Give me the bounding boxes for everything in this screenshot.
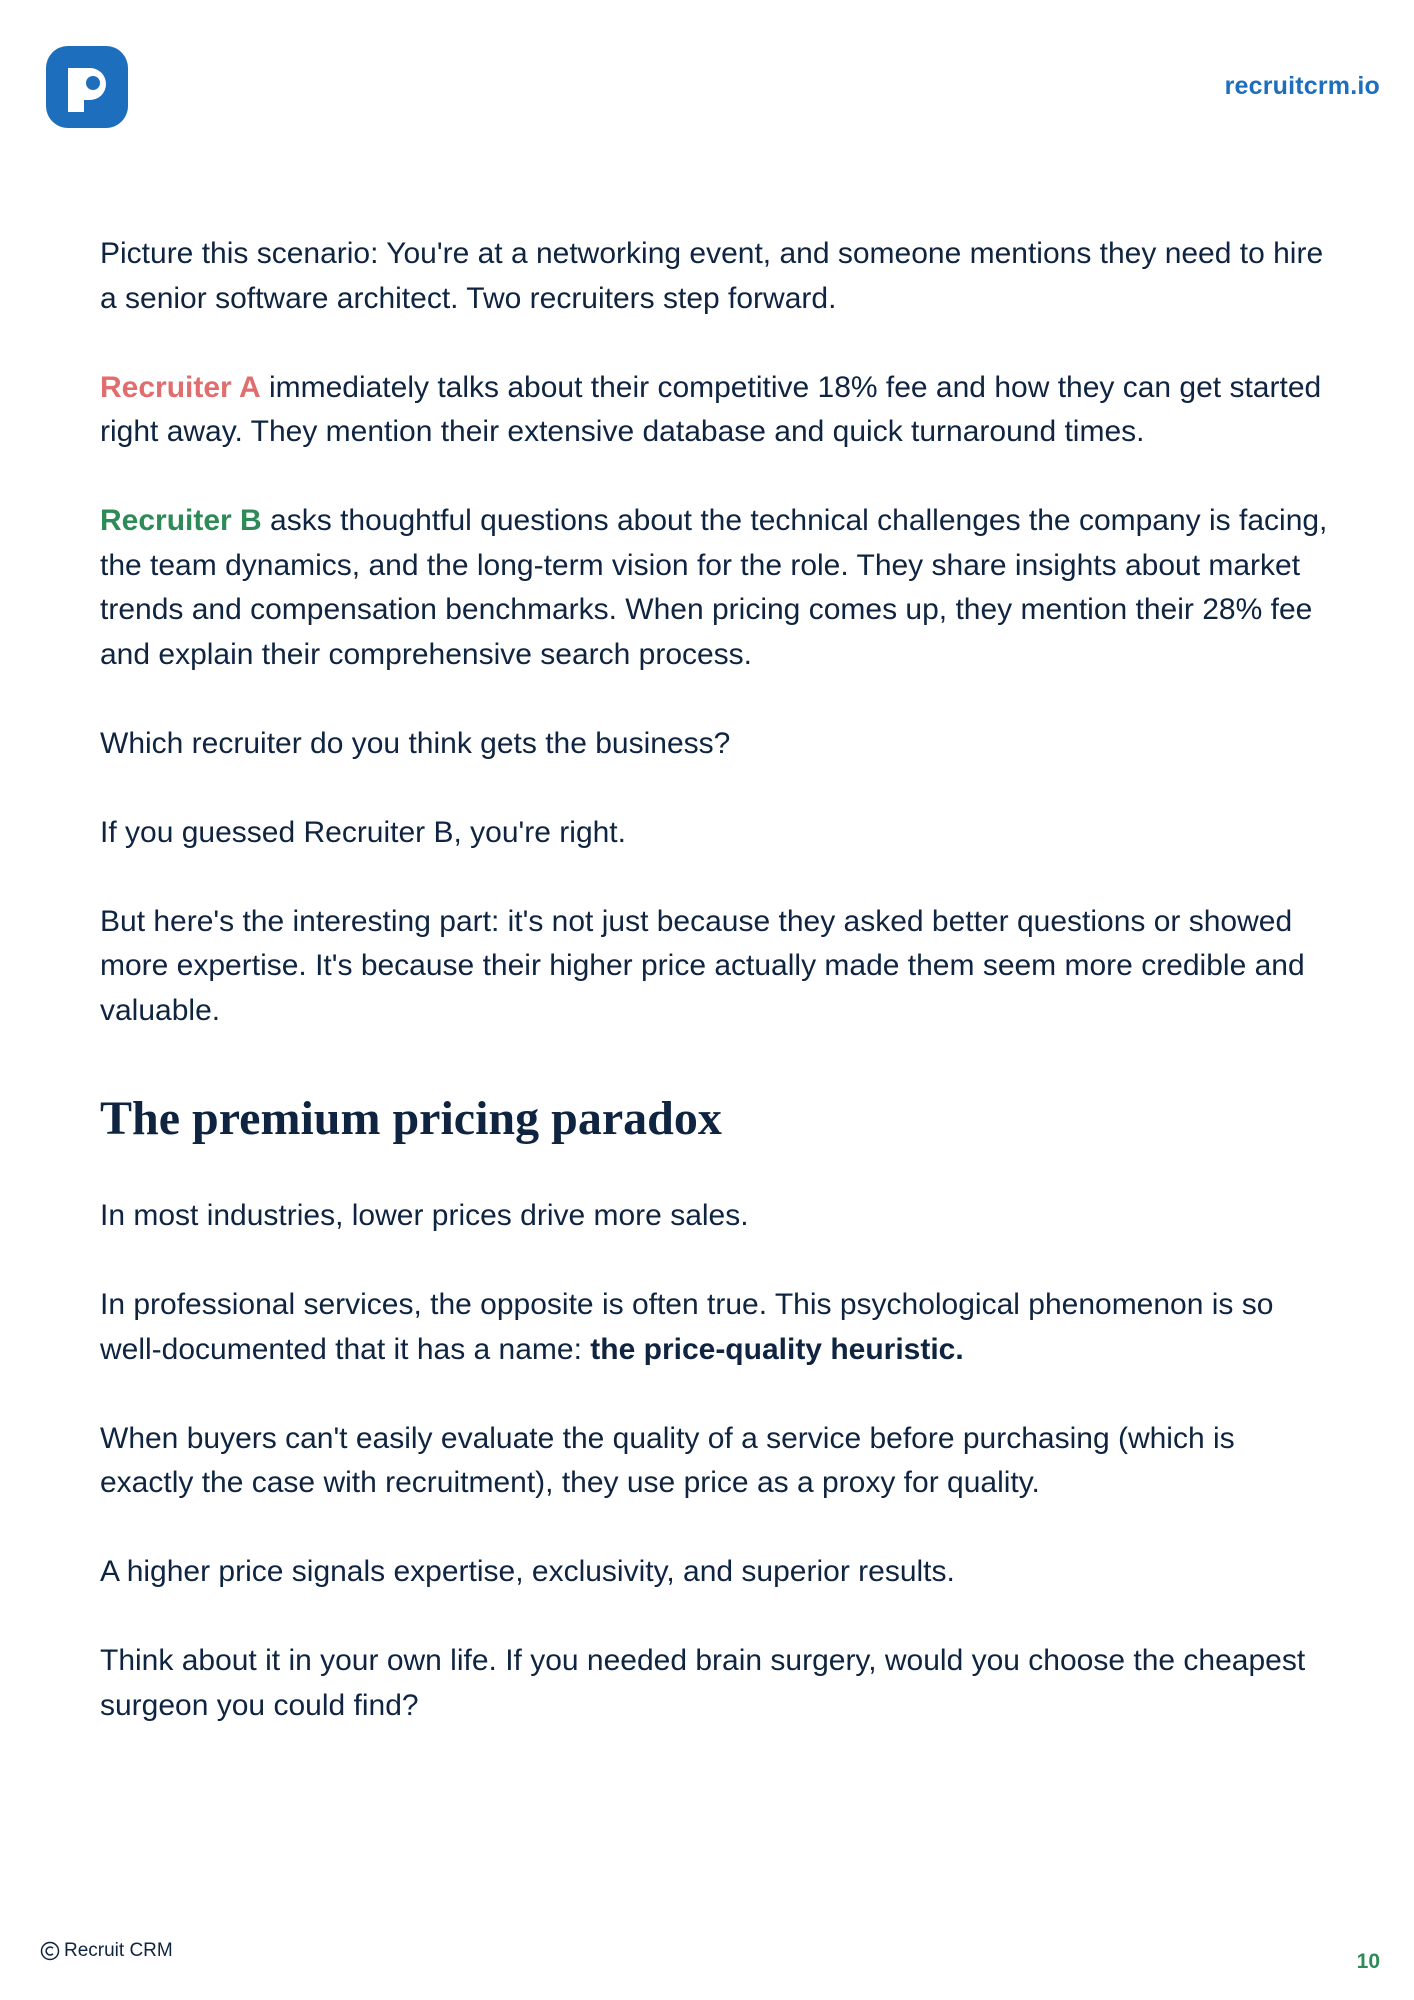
recruiter-b-text: asks thoughtful questions about the technical challenges the company is facing, the team dynamics, and the long-term vision for the role. They share insights about market trends and compensation benchmarks. When pricing comes up, they mention their 28% fee and explain their comprehensive search process. xyxy=(100,504,1328,671)
recruiter-a-text: immediately talks about their competitive 18% fee and how they can get started right away. They mention their extensive database and quick turnaround times. xyxy=(100,370,1322,448)
paragraph-brain-surgery: Think about it in your own life. If you needed brain surgery, would you choose the cheapest surgeon you could find? xyxy=(100,1644,1306,1722)
heuristic-text: In professional services, the opposite is often true. This psychological phenomenon is so well-documented that it has a name: xyxy=(100,1288,1274,1366)
paragraph-heuristic xyxy=(100,1283,1330,1372)
page-number: 10 xyxy=(1356,1950,1380,1973)
footer-copyright xyxy=(40,1940,173,1962)
recruiter-a-label: Recruiter A xyxy=(100,370,261,404)
paragraph-most-industries: In most industries, lower prices drive more sales. xyxy=(100,1199,749,1232)
paragraph-question: Which recruiter do you think gets the business? xyxy=(100,726,731,760)
paragraph-recruiter-b xyxy=(100,499,1330,677)
paragraph-recruiter-a xyxy=(100,366,1330,455)
heuristic-term: the price-quality heuristic. xyxy=(590,1332,964,1366)
paragraph-buyers: When buyers can't easily evaluate the quality of a service before purchasing (which is exactly the case with recruitment), they use price as a proxy for quality. xyxy=(100,1421,1235,1499)
section-heading: The premium pricing paradox xyxy=(100,1092,722,1145)
paragraph-scenario: Picture this scenario: You're at a networking event, and someone mentions they need to hire a senior software architect. Two recruiters step forward. xyxy=(100,237,1324,315)
recruitcrm-logo-icon xyxy=(46,46,128,128)
paragraph-interesting-part: But here's the interesting part: it's not just because they asked better questions or showed more expertise. It's because their higher price actually made them seem more credible and valuable. xyxy=(100,904,1305,1027)
copyright-text: Recruit CRM xyxy=(64,1940,173,1961)
site-link[interactable]: recruitcrm.io xyxy=(1224,72,1380,100)
copyright-icon xyxy=(40,1941,60,1961)
paragraph-answer: If you guessed Recruiter B, you're right. xyxy=(100,815,626,849)
recruiter-b-label: Recruiter B xyxy=(100,504,262,537)
page-body xyxy=(100,232,1330,1773)
paragraph-higher-price: A higher price signals expertise, exclusivity, and superior results. xyxy=(100,1555,955,1588)
